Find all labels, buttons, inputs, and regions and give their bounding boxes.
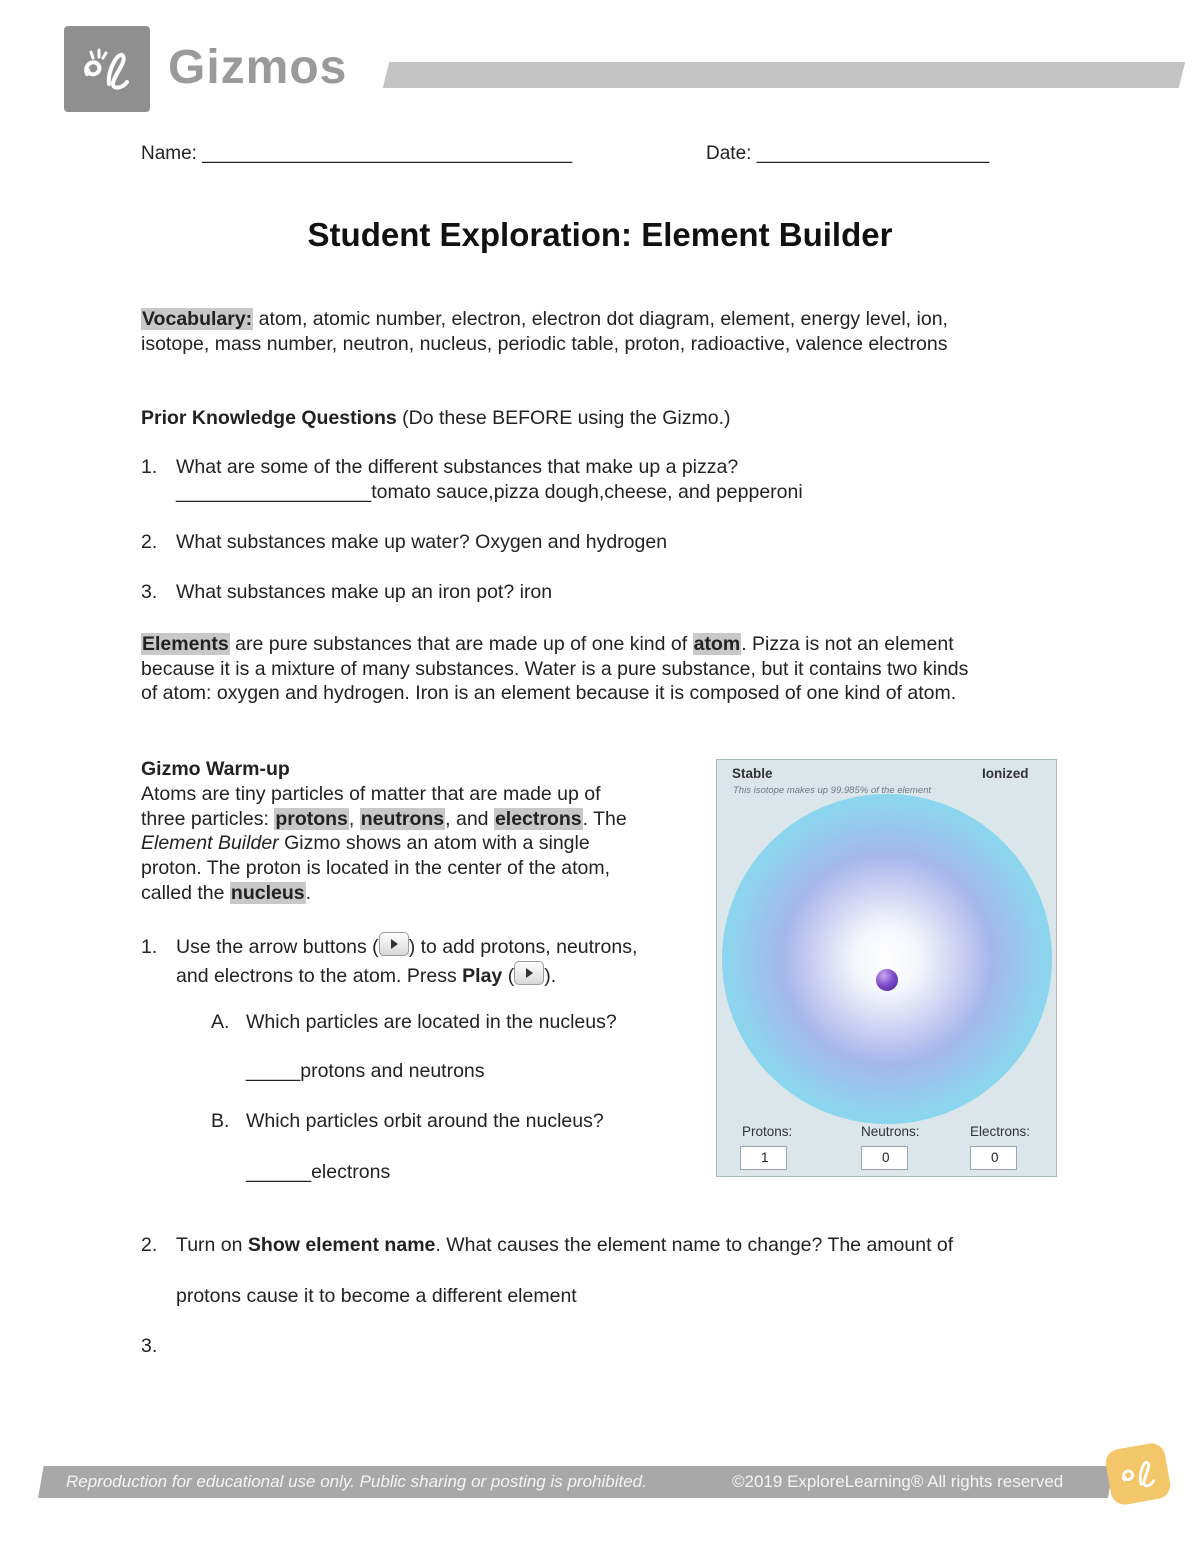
vocabulary <box>141 307 948 357</box>
warmup-q2-text-b: . What causes the element name to change? The amount of <box>435 1234 954 1256</box>
warmup-line5b: . <box>305 881 312 904</box>
warmup-line2a: three particles: <box>141 807 275 830</box>
term-nucleus: nucleus <box>230 881 305 904</box>
gizmo-screenshot <box>716 759 1057 1177</box>
warmup-q1-text-e: ). <box>544 965 557 987</box>
warmup-q3-number: 3. <box>141 1335 158 1357</box>
footer-disclaimer: Reproduction for educational use only. Public sharing or posting is prohibited. <box>66 1472 647 1491</box>
isotope-note: This isotope makes up 99.985% of the element <box>733 785 932 796</box>
prior-q2-text: What substances make up water? Oxygen and hydrogen <box>176 531 668 553</box>
warmup-qb-answer: ______electrons <box>246 1161 391 1183</box>
header-bar <box>383 62 1185 88</box>
arrow-button-icon <box>379 932 409 956</box>
warmup-qa-answer: _____protons and neutrons <box>246 1060 485 1082</box>
warmup-qa-label: A. <box>211 1011 230 1033</box>
prior-q3-text: What substances make up an iron pot? iron <box>176 581 553 603</box>
elements-line2: because it is a mixture of many substances. Water is a pure substance, but it contains two kinds <box>141 657 969 680</box>
gizmo-name: Element Builder <box>141 832 279 855</box>
prior-q1-answer: __________________tomato sauce,pizza dough,cheese, and pepperoni <box>176 481 803 503</box>
prior-heading-title: Prior Knowledge Questions <box>141 407 397 429</box>
electron-cloud <box>722 794 1052 1124</box>
ionized-label: Ionized <box>982 766 1029 781</box>
prior-q2-number: 2. <box>141 531 158 553</box>
page-title: Student Exploration: Element Builder <box>307 216 893 253</box>
warmup-q1 <box>141 932 637 990</box>
brand-name: Gizmos <box>168 41 348 94</box>
warmup-q1-text-a: Use the arrow buttons ( <box>176 936 379 958</box>
explorelearning-logo-icon <box>1104 1441 1173 1507</box>
stable-label: Stable <box>732 766 773 781</box>
warmup-q1-text-b: ) to add protons, neutrons, <box>408 936 638 958</box>
protons-count: 1 <box>740 1146 787 1170</box>
term-atom: atom <box>693 633 741 655</box>
elements-paragraph <box>141 632 968 706</box>
vocabulary-line1: atom, atomic number, electron, electron dot diagram, element, energy level, ion, <box>253 308 948 330</box>
warmup-qb <box>211 1109 604 1134</box>
gizmos-logo <box>64 26 150 112</box>
electrons-label: Electrons: <box>970 1124 1031 1139</box>
prior-q3-number: 3. <box>141 581 158 603</box>
elements-text-2: . Pizza is not an element <box>741 633 954 655</box>
date-field: Date: ______________________ <box>706 143 990 164</box>
name-field: Name: ___________________________________ <box>141 143 573 164</box>
term-protons: protons <box>275 807 348 830</box>
term-electrons: electrons <box>494 807 582 830</box>
prior-q1-number: 1. <box>141 456 158 478</box>
show-element-name-label: Show element name <box>247 1234 436 1256</box>
electrons-count: 0 <box>970 1146 1017 1170</box>
warmup-q1-number: 1. <box>141 936 158 958</box>
play-label: Play <box>462 965 503 987</box>
warmup-line3: Gizmo shows an atom with a single <box>278 832 590 855</box>
warmup-line4: proton. The proton is located in the center of the atom, <box>141 857 611 880</box>
warmup-line1: Atoms are tiny particles of matter that are made up of <box>141 782 601 805</box>
warmup-line5a: called the <box>141 881 230 904</box>
neutrons-label: Neutrons: <box>861 1124 920 1139</box>
warmup-and: , and <box>445 807 494 830</box>
warmup-q2 <box>141 1233 953 1258</box>
warmup-qa <box>211 1010 617 1035</box>
footer-copyright: ©2019 ExploreLearning® All rights reserved <box>732 1472 1064 1491</box>
prior-q1 <box>141 455 803 505</box>
warmup-q2-number: 2. <box>141 1234 158 1256</box>
warmup-qa-text: Which particles are located in the nucleus? <box>246 1011 617 1033</box>
warmup-q2-text-a: Turn on <box>176 1234 248 1256</box>
neutrons-count: 0 <box>861 1146 908 1170</box>
warmup-heading: Gizmo Warm-up <box>141 758 290 780</box>
el-logo-icon <box>79 44 135 94</box>
warmup-intro <box>141 757 627 906</box>
prior-heading <box>141 406 731 431</box>
elements-line3: of atom: oxygen and hydrogen. Iron is an element because it is composed of one kind of atom. <box>141 682 957 704</box>
proton-particle <box>876 969 898 991</box>
vocabulary-line2: isotope, mass number, neutron, nucleus, periodic table, proton, radioactive, valence electrons <box>141 333 948 355</box>
protons-label: Protons: <box>742 1124 793 1139</box>
elements-text-1: are pure substances that are made up of one kind of <box>229 633 693 655</box>
warmup-qb-text: Which particles orbit around the nucleus? <box>246 1110 604 1132</box>
term-elements: Elements <box>142 633 229 655</box>
prior-heading-note: (Do these BEFORE using the Gizmo.) <box>396 407 731 429</box>
warmup-line2b: . The <box>582 807 627 830</box>
prior-q3 <box>141 580 552 605</box>
term-neutrons: neutrons <box>360 807 445 830</box>
warmup-q1-text-d: ( <box>502 965 515 987</box>
prior-q2 <box>141 530 667 555</box>
warmup-qb-label: B. <box>211 1110 230 1132</box>
play-button-icon <box>514 961 544 985</box>
warmup-q2-answer: protons cause it to become a different element <box>176 1285 577 1307</box>
warmup-q3 <box>141 1334 176 1359</box>
prior-q1-text: What are some of the different substances that make up a pizza? <box>176 456 739 478</box>
vocabulary-label: Vocabulary: <box>142 308 253 330</box>
warmup-comma: , <box>348 807 360 830</box>
warmup-q1-text-c: and electrons to the atom. Press <box>176 965 463 987</box>
